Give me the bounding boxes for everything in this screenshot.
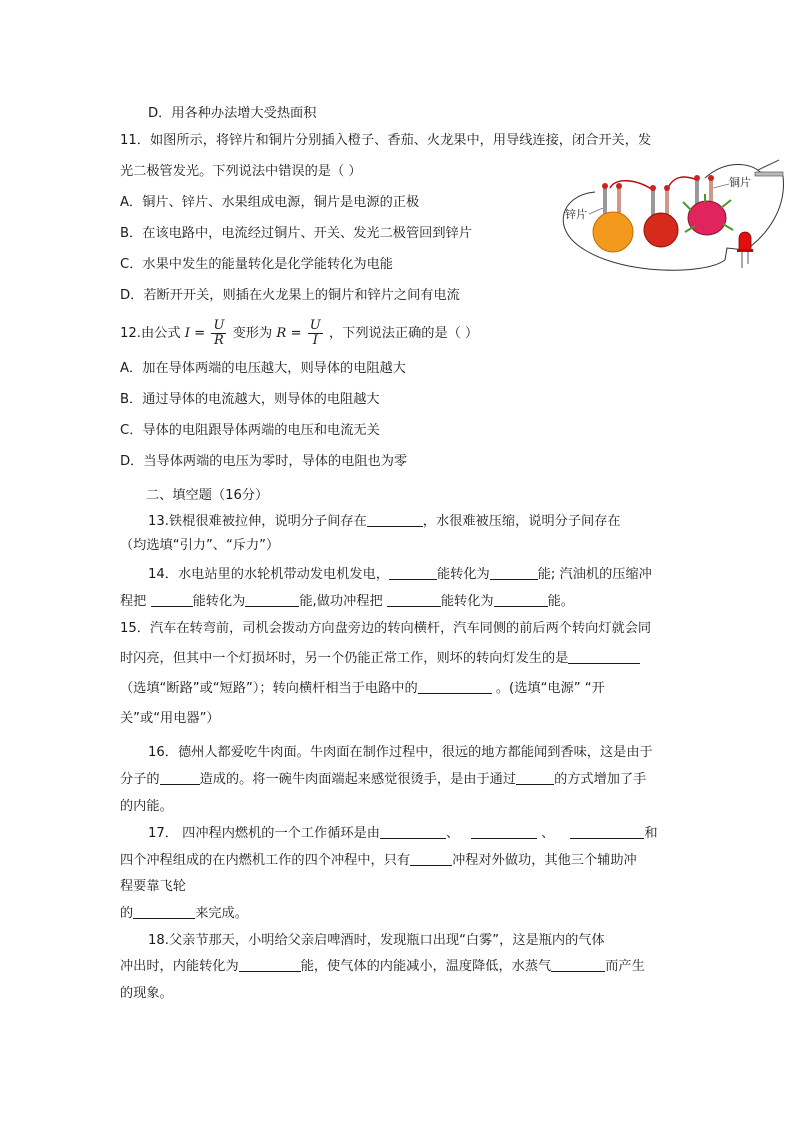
fraction-numerator: U (213, 317, 225, 333)
answer-blank[interactable] (418, 680, 492, 694)
q17-text-1: 17． 四冲程内燃机的一个工作循环是由 (148, 826, 380, 841)
question-11-option-d: D．若断开开关，则插在火龙果上的铜片和锌片之间有电流 (120, 288, 460, 303)
question-12-option-d: D．当导体两端的电压为零时，导体的电阻也为零 (120, 454, 408, 469)
q13-text-1: 13.铁棍很难被拉伸，说明分子间存在 (148, 514, 367, 529)
answer-blank[interactable] (471, 825, 537, 839)
question-11-option-a: A．铜片、锌片、水果组成电源，铜片是电源的正极 (120, 195, 420, 210)
question-12-stem (120, 314, 478, 354)
answer-blank[interactable] (387, 593, 441, 607)
q17-text-2: 、 (445, 826, 460, 841)
answer-blank[interactable] (245, 593, 299, 607)
question-13-line-2: （均选填“引力”、“斥力”） (120, 538, 280, 553)
q17-text-3: 、 (541, 826, 555, 841)
question-17-line-1 (148, 825, 658, 843)
q15-text-3: （选填“断路”或“短路”）；转向横杆相当于电路中的 (120, 681, 418, 696)
answer-blank[interactable] (389, 566, 437, 580)
q17-text-5: 四个冲程组成的在内燃机工作的四个冲程中，只有 (120, 853, 411, 868)
question-18-line-1: 18.父亲节那天，小明给父亲启啤酒时，发现瓶口出现“白雾”，这是瓶内的气体 (148, 933, 605, 948)
equals-sign: = (194, 326, 206, 341)
q12-prefix: 12.由公式 (120, 326, 181, 341)
question-14-line-2 (120, 593, 574, 611)
question-12-option-c: C．导体的电阻跟导体两端的电压和电流无关 (120, 423, 380, 438)
equals-sign: = (290, 326, 302, 341)
question-17-line-2 (120, 852, 637, 870)
answer-blank[interactable] (239, 958, 301, 972)
fraction-u-over-i (308, 319, 323, 348)
question-17-line-3: 程要靠飞轮 (120, 879, 186, 894)
answer-blank[interactable] (151, 593, 193, 607)
q13-text-2: ，水很难被压缩，说明分子间存在 (422, 514, 621, 529)
question-15-line-2 (120, 650, 640, 668)
question-11-stem-line-2: 光二极管发光。下列说法中错误的是（ ） (120, 164, 362, 179)
question-11-option-c: C．水果中发生的能量转化是化学能转化为电能 (120, 257, 393, 272)
zinc-label: 锌片 (565, 208, 587, 221)
q14-text-5: 能转化为 (192, 594, 246, 609)
answer-blank[interactable] (494, 593, 548, 607)
answer-blank[interactable] (380, 825, 446, 839)
q15-text-4: 。(选填“电源” “开 (491, 681, 605, 696)
answer-blank[interactable] (410, 852, 452, 866)
var-i: I (184, 326, 190, 341)
question-11-option-b: B．在该电路中，电流经过铜片、开关、发光二极管回到锌片 (120, 226, 472, 241)
question-12-option-a: A．加在导体两端的电压越大，则导体的电阻越大 (120, 361, 406, 376)
q17-text-4: 和 (644, 826, 658, 841)
q14-text-7: 能转化为 (440, 594, 494, 609)
fruit-battery-circuit-figure (555, 150, 790, 280)
answer-blank[interactable] (568, 650, 640, 664)
question-18-line-2 (120, 958, 645, 976)
answer-blank[interactable] (490, 566, 538, 580)
tomato-icon (644, 213, 678, 247)
switch-icon (755, 160, 783, 176)
q14-text-6: 能,做功冲程把 (299, 594, 387, 609)
answer-blank[interactable] (160, 771, 200, 785)
q17-text-8: 的 (120, 906, 134, 921)
fraction-numerator: U (309, 317, 321, 333)
answer-blank[interactable] (516, 771, 554, 785)
question-16-line-3: 的内能。 (120, 799, 173, 814)
q14-text-2: 能转化为 (436, 567, 490, 582)
q12-suffix: ，下列说法正确的是（ ） (328, 326, 479, 341)
q17-text-9: 来完成。 (195, 906, 248, 921)
q14-text-4: 程把 (120, 594, 151, 609)
question-12-option-b: B．通过导体的电流越大，则导体的电阻越大 (120, 392, 380, 407)
q14-text-1: 14．水电站里的水轮机带动发电机发电， (148, 567, 389, 582)
q16-text-2a: 分子的 (120, 772, 160, 787)
question-10-option-d: D．用各种办法增大受热面积 (148, 106, 317, 121)
q16-text-2b: 造成的。将一碗牛肉面端起来感觉很烫手，是由于通过 (199, 772, 517, 787)
q15-text-2: 时闪亮，但其中一个灯损坏时，另一个仍能正常工作，则坏的转向灯发生的是 (120, 651, 569, 666)
orange-icon (593, 212, 633, 252)
question-13-line-1 (148, 513, 621, 531)
question-15-line-3 (120, 680, 605, 698)
question-16-line-1: 16．德州人都爱吃牛肉面。牛肉面在制作过程中，很远的地方都能闻到香味，这是由于 (148, 745, 653, 760)
fraction-denominator: I (312, 332, 318, 348)
q12-middle: 变形为 (232, 326, 273, 341)
q16-text-2c: 的方式增加了手 (554, 772, 647, 787)
q18-text-2b: 能，使气体的内能减小，温度降低，水蒸气 (300, 959, 552, 974)
var-r: R (276, 326, 287, 341)
question-15-line-4: 关”或“用电器”） (120, 711, 220, 726)
question-14-line-1 (148, 566, 652, 584)
answer-blank[interactable] (367, 513, 423, 527)
question-17-line-4 (120, 905, 248, 923)
answer-blank[interactable] (551, 958, 605, 972)
question-11-stem-line-1: 11．如图所示，将锌片和铜片分别插入橙子、香茄、火龙果中，用导线连接，闭合开关，发 (120, 133, 652, 148)
question-18-line-3: 的现象。 (120, 986, 173, 1001)
led-icon (737, 232, 753, 268)
q18-text-2a: 冲出时，内能转化为 (120, 959, 239, 974)
q14-text-3: 能; 汽油机的压缩冲 (537, 567, 652, 582)
q18-text-2c: 而产生 (605, 959, 645, 974)
question-15-line-1: 15．汽车在转弯前，司机会拨动方向盘旁边的转向横杆，汽车同侧的前后两个转向灯就会同 (120, 621, 652, 636)
fraction-denominator: R (214, 332, 224, 348)
copper-label: 铜片 (729, 176, 751, 189)
question-16-line-2 (120, 771, 646, 789)
answer-blank[interactable] (570, 825, 644, 839)
dragon-fruit-icon (683, 194, 733, 235)
q14-text-8: 能。 (547, 594, 574, 609)
section-heading: 二、填空题（16分） (146, 488, 269, 503)
fraction-u-over-r (211, 319, 226, 348)
answer-blank[interactable] (133, 905, 195, 919)
q17-text-6: 冲程对外做功，其他三个辅助冲 (452, 853, 637, 868)
